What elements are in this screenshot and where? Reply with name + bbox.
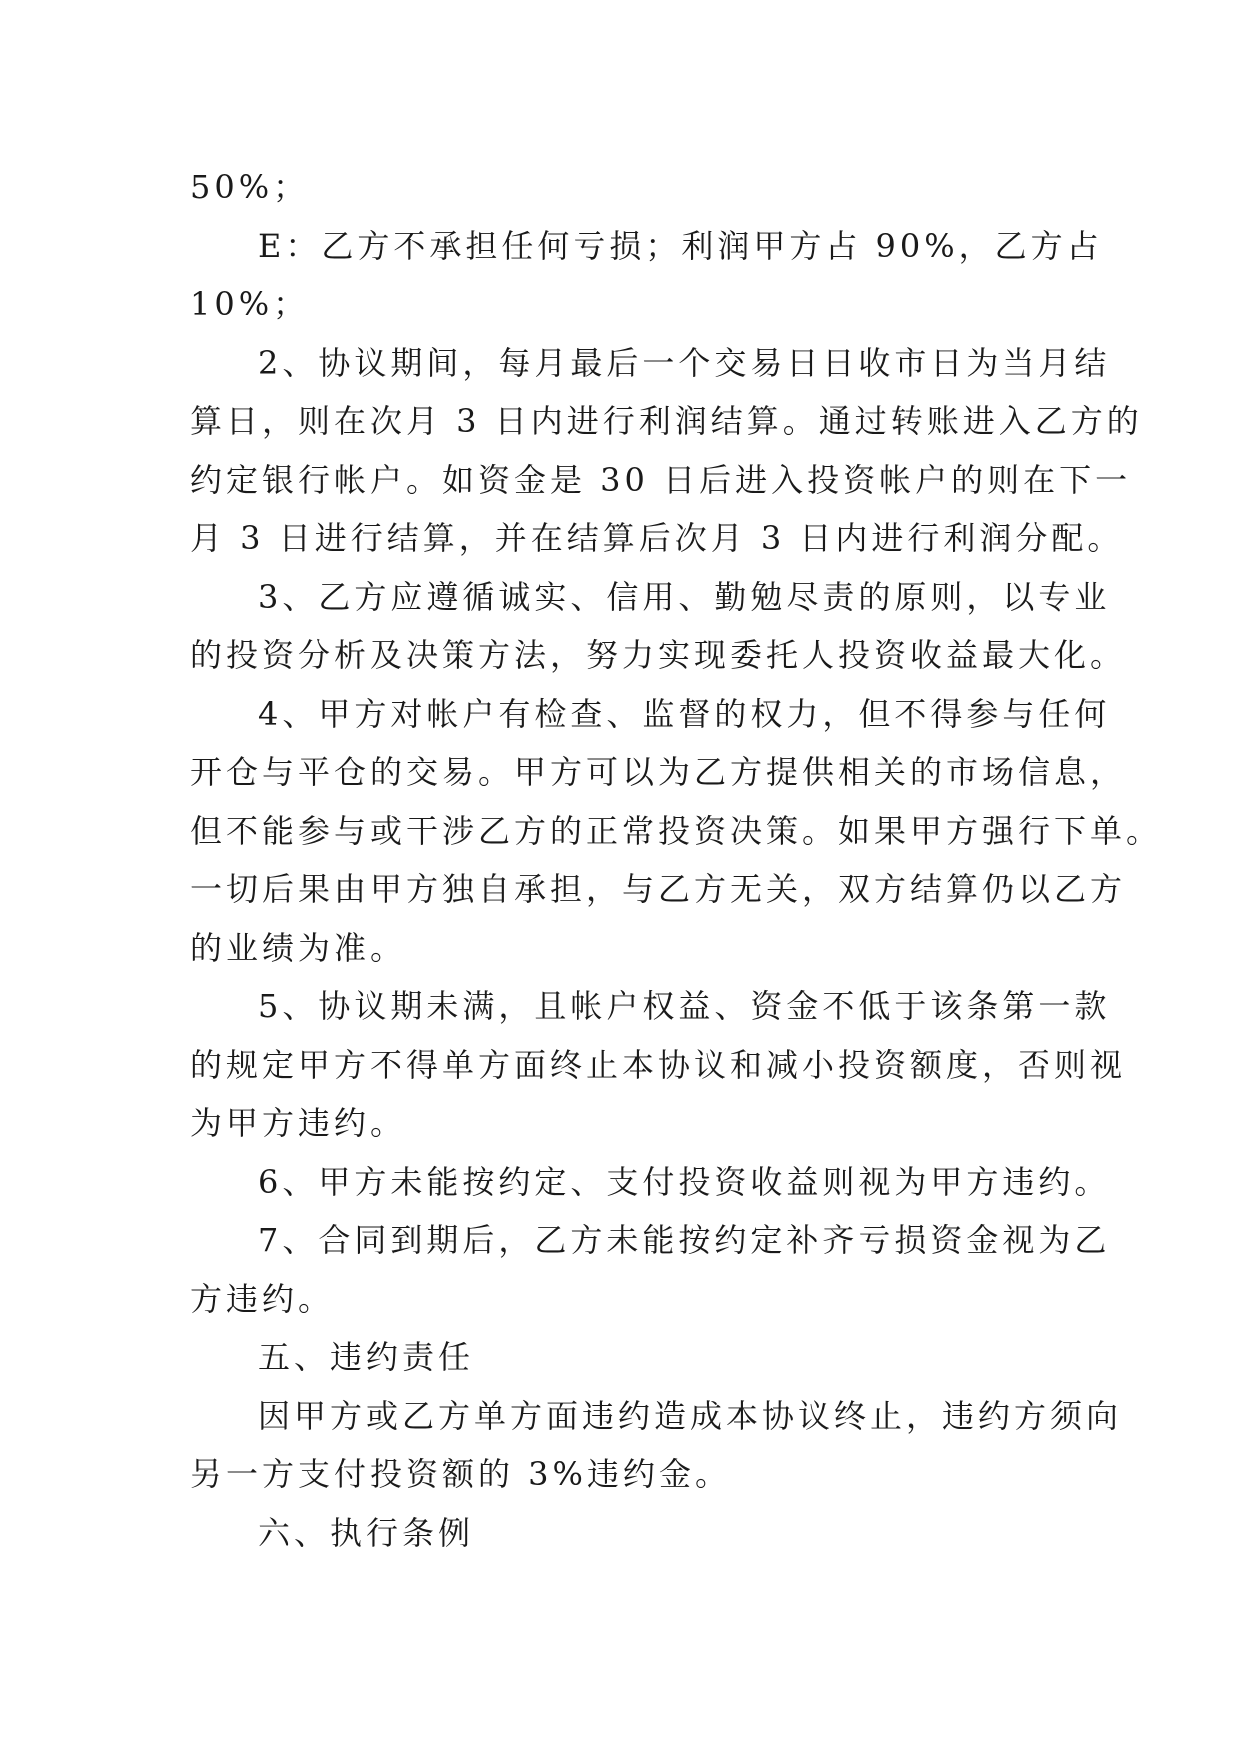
text-line: 约定银行帐户。如资金是 30 日后进入投资帐户的则在下一 — [190, 460, 1132, 499]
text-line: 因甲方或乙方单方面违约造成本协议终止，违约方须向 — [258, 1396, 1123, 1435]
text-line: 月 3 日进行结算，并在结算后次月 3 日内进行利润分配。 — [190, 519, 1124, 557]
text-line: 7、合同到期后，乙方未能按约定补齐亏损资金视为乙 — [258, 1221, 1111, 1259]
section-heading: 六、执行条例 — [258, 1513, 475, 1552]
text-line: 2、协议期间，每月最后一个交易日日收市日为当月结 — [258, 343, 1111, 382]
text-line: 的规定甲方不得单方面终止本协议和减小投资额度，否则视 — [190, 1045, 1127, 1084]
text-line: 10%； — [190, 285, 310, 323]
text-line: 算日，则在次月 3 日内进行利润结算。通过转账进入乙方的 — [190, 402, 1143, 440]
section-heading: 五、违约责任 — [258, 1338, 475, 1376]
text-line: 方违约。 — [190, 1279, 335, 1318]
text-line: 为甲方违约。 — [190, 1104, 407, 1142]
text-line: 6、甲方未能按约定、支付投资收益则视为甲方违约。 — [258, 1162, 1111, 1201]
text-line: 开仓与平仓的交易。甲方可以为乙方提供相关的市场信息， — [190, 753, 1127, 791]
text-line: 一切后果由甲方独自承担，与乙方无关，双方结算仍以乙方 — [190, 870, 1127, 908]
document-body — [190, 158, 1163, 1562]
text-line: 但不能参与或干涉乙方的正常投资决策。如果甲方强行下单。 — [190, 811, 1163, 850]
text-line: 的业绩为准。 — [190, 928, 407, 967]
text-line: 5、协议期未满，且帐户权益、资金不低于该条第一款 — [258, 987, 1111, 1025]
text-line: 另一方支付投资额的 3%违约金。 — [190, 1455, 731, 1493]
text-line: 3、乙方应遵循诚实、信用、勤勉尽责的原则，以专业 — [258, 577, 1111, 616]
text-line: 4、甲方对帐户有检查、监督的权力，但不得参与任何 — [258, 694, 1111, 733]
text-line: 50%； — [190, 168, 310, 206]
text-line: E：乙方不承担任何亏损；利润甲方占 90%，乙方占 — [258, 226, 1103, 265]
text-line: 的投资分析及决策方法，努力实现委托人投资收益最大化。 — [190, 636, 1127, 674]
